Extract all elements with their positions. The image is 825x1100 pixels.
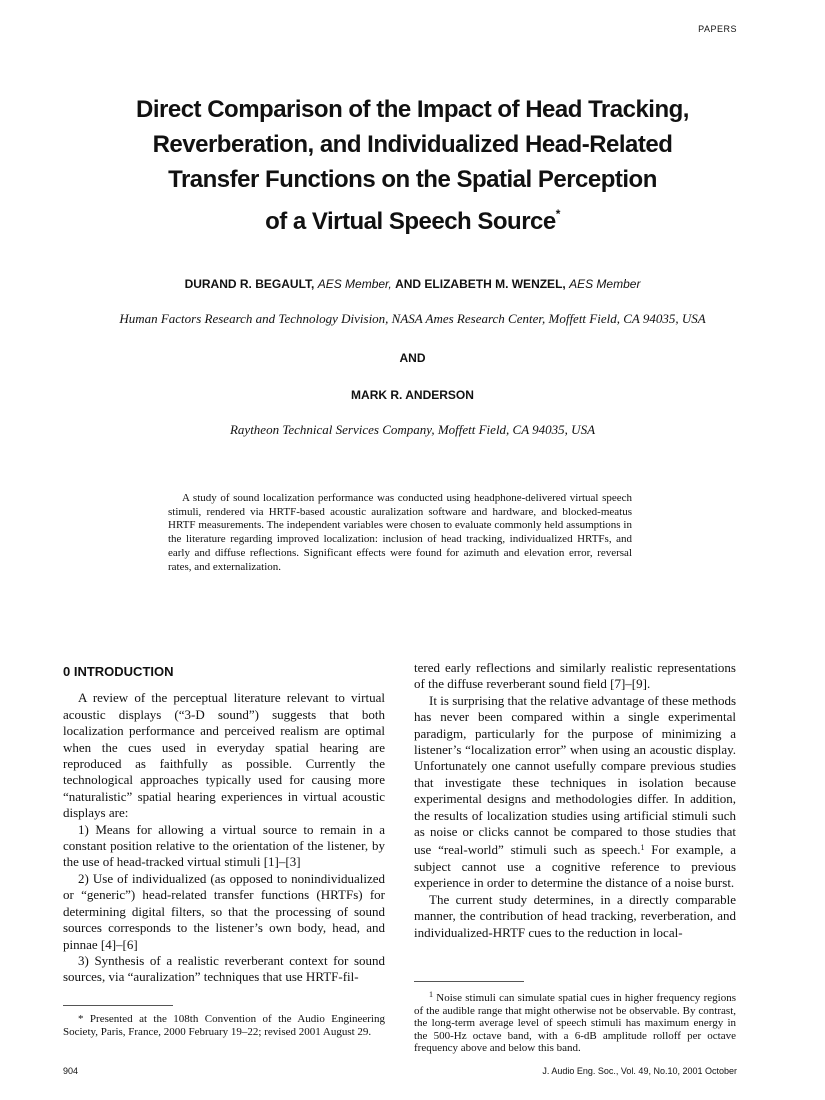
footnote-body: Presented at the 108th Convention of the Audio Engineering Society, Paris, France, 2000 February 19–22; revised 2001 August 29. (63, 1013, 385, 1038)
title-line-4 (60, 197, 765, 239)
author-3-name: MARK R. ANDERSON (351, 388, 474, 402)
page-number: 904 (63, 1066, 79, 1076)
running-header: PAPERS (698, 24, 737, 34)
footnote-text (63, 1013, 385, 1038)
paragraph-text: It is surprising that the relative advantage of these methods has never been compared within a single experimental paradigm, particularly for the purpose of minimizing a listener’s “localization error” when using an acoustic display. Unfortunately one cannot usefully compare previous studies that investigate these techniques in isolation because experimental designs and methodologies differ. In addition, the results of localization studies using artificial stimuli such as noise or clicks cannot be compared to those studies that use “real-world” stimuli such as speech. (414, 692, 736, 858)
author-1-name: DURAND R. BEGAULT, (184, 277, 315, 291)
footnote-noise-stimuli (414, 989, 736, 1055)
affiliation-raytheon: Raytheon Technical Services Company, Moffett Field, CA 94035, USA (229, 422, 596, 437)
abstract-text: A study of sound localization performance was conducted using headphone-delivered virtual speech stimuli, rendered via HRTF-based acoustic auralization software and hardware, and blocked-meatus HRTF measurements. The independent variables were chosen to evaluate commonly held assumptions in the literature regarding improved localization: inclusion of head tracking, individualized HRTFs, and early and diffuse reflections. Significant effects were found for azimuth and elevation error, reversal rates, and externalization. (168, 492, 632, 573)
body-column-left (63, 664, 385, 986)
footnote-reference[interactable]: 1 (640, 843, 645, 853)
footnote-divider (414, 981, 524, 982)
footnote-presentation (63, 1013, 385, 1038)
author-2-name: ELIZABETH M. WENZEL, (424, 277, 566, 291)
footnote-marker: * (78, 1013, 84, 1025)
footnote-marker: 1 (429, 990, 433, 999)
title-footnote-marker: * (555, 207, 560, 221)
journal-reference: J. Audio Eng. Soc., Vol. 49, No.10, 2001 October (542, 1066, 737, 1076)
body-paragraph: The current study determines, in a directly comparable manner, the contribution of head tracking, reverberation, and individualized-HRTF cues to the reduction in local- (414, 891, 736, 940)
body-paragraph-continued: tered early reflections and similarly realistic representations of the diffuse reverberant sound field [7]–[9]. (414, 660, 736, 692)
author-1-role: AES Member, (317, 277, 392, 291)
footnote-text (414, 989, 736, 1055)
title-line-1: Direct Comparison of the Impact of Head Tracking, (136, 96, 689, 123)
author-conjunction: AND (395, 277, 422, 291)
title-line-3: Transfer Functions on the Spatial Perception (168, 166, 657, 193)
affiliation-nasa: Human Factors Research and Technology Division, NASA Ames Research Center, Moffett Field, CA 94035, USA (119, 311, 706, 326)
list-item-head-tracking: 1) Means for allowing a virtual source to remain in a constant position relative to the orientation of the listener, by the use of head-tracked virtual stimuli [1]–[3] (63, 821, 385, 870)
footnote-body: Noise stimuli can simulate spatial cues in higher frequency regions of the audible range that might otherwise not be observable. By contrast, the long-term average level of speech stimuli has maximum energy in the 500-Hz octave band, with a 6-dB amplitude rolloff per octave frequency above and below this band. (414, 992, 736, 1055)
section-heading: 0 INTRODUCTION (63, 664, 174, 679)
author-separator: AND (399, 351, 426, 365)
author-2-role: AES Member (569, 277, 641, 291)
list-item-individualized-hrtf: 2) Use of individualized (as opposed to nonindividualized or “generic”) head-related transfer functions (HRTFs) for determining digital filters, so that the processing of sound sources corresponds to the listener’s own body, head, and pinnae [4]–[6] (63, 870, 385, 952)
body-paragraph: A review of the perceptual literature relevant to virtual acoustic displays (“3-D sound”) suggests that both localization performance and perceived realism are optimal when the cues used in everyday spatial hearing are reproduced as faithfully as possible. Currently the technological approaches typically used for causing more “naturalistic” spatial hearing experiences in virtual acoustic displays are: (63, 690, 385, 821)
title-line-2: Reverberation, and Individualized Head-Related (152, 131, 673, 158)
paper-title (60, 92, 765, 239)
title-line-4-text: of a Virtual Speech Source (265, 208, 556, 235)
body-paragraph (414, 693, 736, 892)
authors-line (40, 277, 785, 291)
paragraph-text: For example, a subject cannot use a cognitive reference to previous experience in order to determine the distance of a noise burst. (414, 842, 736, 891)
abstract (168, 492, 632, 574)
body-column-right (414, 660, 736, 941)
footnote-divider (63, 1005, 173, 1006)
list-item-reverberant-context: 3) Synthesis of a realistic reverberant context for sound sources, via “auralization” techniques that use HRTF-fil- (63, 952, 385, 985)
